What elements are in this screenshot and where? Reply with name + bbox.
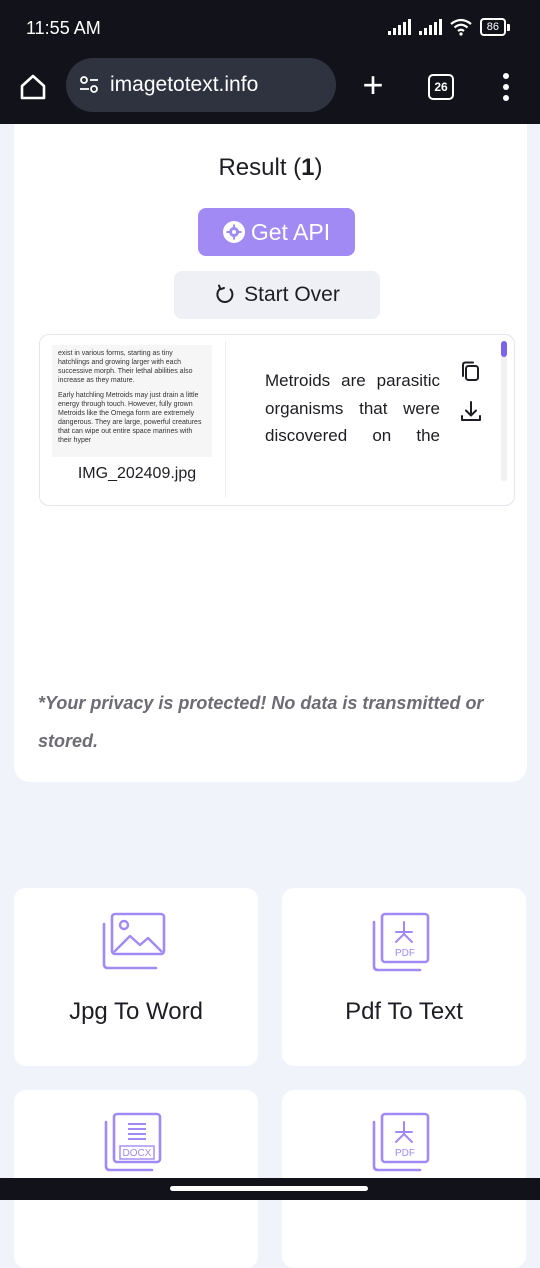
svg-text:PDF: PDF bbox=[395, 948, 415, 959]
cell-signal-icon bbox=[388, 19, 411, 35]
status-time: 11:55 AM bbox=[26, 18, 101, 38]
refresh-icon bbox=[214, 284, 236, 306]
image-thumbnail: exist in various forms, starting as tiny hatchlings and growing larger with each successive morph. Their lethal abilities also increase as they mature. Early hatchling Metroids may just drain a little energy through touch. However, fully grown Metroids like the Omega form are extremely dangerous. They are large, powerful creatures that can wipe out entire space marines with their hyper bbox=[52, 345, 212, 457]
text-scroll-track[interactable] bbox=[501, 341, 507, 481]
text-scroll-thumb[interactable] bbox=[501, 341, 507, 357]
tool-label: Pdf To Text bbox=[345, 998, 463, 1025]
start-over-label: Start Over bbox=[244, 283, 340, 306]
result-title: Result (1) bbox=[218, 154, 323, 181]
battery-icon: 86 bbox=[480, 18, 510, 36]
privacy-note: *Your privacy is protected! No data is transmitted or stored. bbox=[38, 693, 484, 751]
get-api-label: Get API bbox=[250, 218, 331, 245]
start-over-button[interactable] bbox=[174, 271, 380, 319]
svg-text:PDF: PDF bbox=[395, 1148, 415, 1159]
wifi-icon bbox=[450, 18, 472, 36]
home-gesture-bar[interactable] bbox=[170, 1186, 368, 1191]
status-icons bbox=[388, 18, 510, 36]
download-icon[interactable] bbox=[456, 397, 486, 427]
result-count: 1 bbox=[301, 154, 315, 181]
svg-text:DOCX: DOCX bbox=[122, 1148, 152, 1159]
image-icon bbox=[98, 912, 170, 974]
home-icon[interactable] bbox=[14, 68, 52, 106]
file-name: IMG_202409.jpg bbox=[77, 465, 197, 482]
copy-icon[interactable] bbox=[456, 357, 486, 387]
tool-card-jpg-to-word[interactable] bbox=[14, 888, 258, 1066]
pdf-file-icon bbox=[366, 1112, 438, 1174]
more-options-icon[interactable] bbox=[498, 70, 514, 102]
result-item bbox=[39, 334, 515, 506]
url-text: imagetotext.info bbox=[110, 73, 259, 96]
cell-signal-2-icon bbox=[419, 19, 442, 35]
docx-file-icon bbox=[98, 1112, 170, 1174]
gear-icon bbox=[223, 221, 245, 243]
divider bbox=[225, 341, 226, 497]
address-bar[interactable] bbox=[66, 58, 336, 112]
result-card bbox=[14, 124, 527, 782]
pdf-file-icon bbox=[366, 912, 438, 974]
tool-card-pdf-to-text[interactable] bbox=[282, 888, 526, 1066]
site-settings-icon[interactable] bbox=[78, 74, 100, 96]
browser-chrome bbox=[0, 0, 540, 124]
tool-label: Jpg To Word bbox=[69, 998, 203, 1025]
tab-switcher-button[interactable]: 26 bbox=[428, 74, 454, 100]
extracted-text[interactable]: Metroids are parasitic organisms that were discovered on the bbox=[265, 371, 440, 445]
get-api-button[interactable] bbox=[198, 208, 355, 256]
new-tab-button[interactable]: + bbox=[362, 64, 384, 105]
